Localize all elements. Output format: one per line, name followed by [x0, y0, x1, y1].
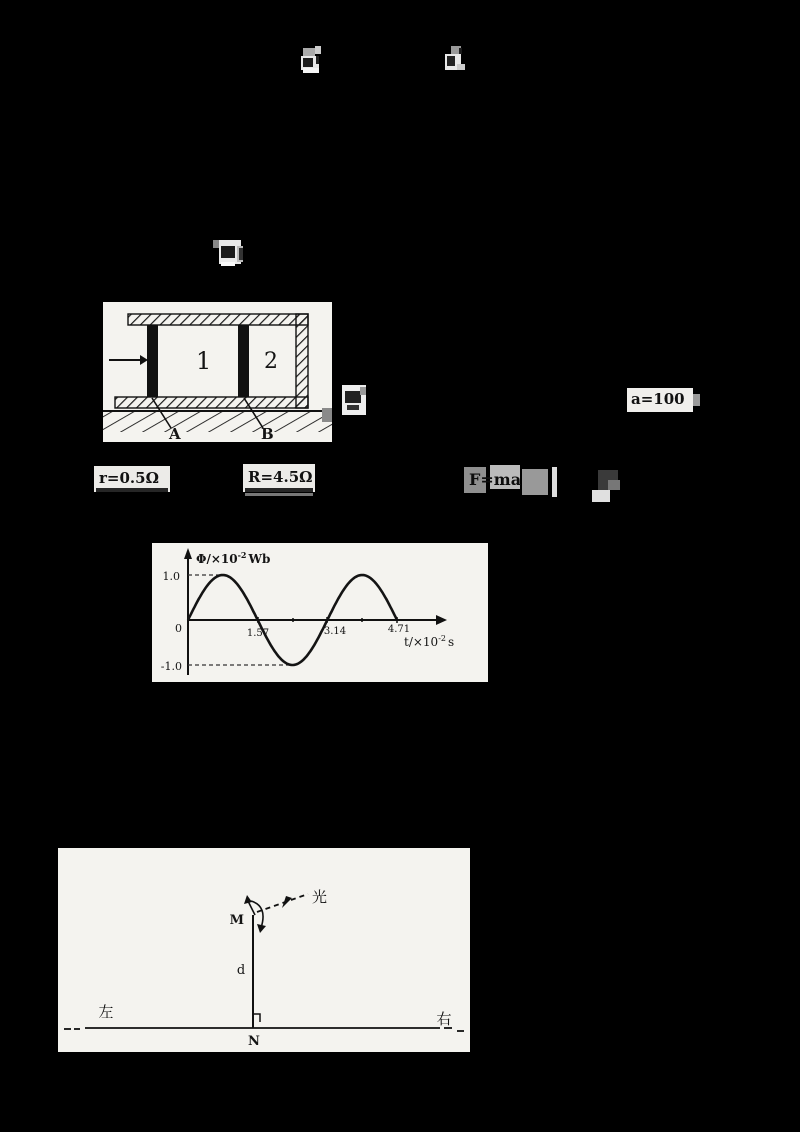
piston-cylinder-figure: [103, 302, 332, 442]
flux-time-chart: [152, 543, 488, 682]
math-fragment-1: [299, 46, 325, 74]
cylinder-top-wall: [128, 314, 308, 325]
x-tick-label-471: 4.71: [387, 624, 411, 635]
left-label: 左: [98, 1003, 114, 1021]
equation-fma-text: F=ma: [469, 470, 522, 489]
rotation-arc-arrowhead-icon: [257, 924, 266, 933]
y-tick-label-pos: 1.0: [162, 570, 180, 583]
force-arrowhead-icon: [140, 355, 148, 365]
origin-label: 0: [175, 622, 182, 635]
y-axis-title: $\Phi/\times 10^{-2}$ Wb: [196, 550, 271, 566]
chamber-1-label: 1: [196, 347, 212, 375]
right-angle-icon: [253, 1014, 260, 1022]
equation-r-text: r=0.5Ω: [99, 469, 159, 487]
math-fragment-2: [443, 44, 467, 74]
point-m-label: M: [229, 913, 244, 928]
piston-b: [238, 325, 249, 397]
piston-cylinder-drawing: [103, 302, 332, 442]
light-label: 光: [312, 888, 328, 906]
equation-R-text: R=4.5Ω: [248, 468, 313, 486]
ground-hatching: [103, 412, 332, 432]
equation-fma-fragment: [464, 463, 560, 501]
x-axis-arrow-icon: [436, 615, 447, 625]
chamber-2-label: 2: [264, 349, 278, 374]
piston-a-label: A: [169, 425, 181, 442]
light-ray-dashed: [257, 894, 308, 912]
math-fragment-5: [590, 466, 624, 502]
scan-noise-gray: [322, 408, 332, 422]
x-tick-label-157: 1.57: [246, 628, 270, 639]
math-fragment-4: [342, 383, 369, 417]
point-n-label: N: [248, 1034, 260, 1049]
equation-r-fragment: [94, 464, 172, 498]
equation-a100-text: a=100: [631, 390, 685, 408]
math-fragment-3: [213, 238, 245, 268]
cylinder-bottom-wall: [115, 397, 308, 408]
flux-time-graph-figure: [152, 543, 488, 682]
mirror-light-figure: [58, 848, 470, 1052]
x-tick-label-314: 3.14: [323, 626, 347, 637]
mirror-normal-arrowhead-icon: [244, 895, 252, 904]
mirror-light-drawing: [58, 848, 470, 1052]
equation-a100-fragment: [627, 386, 701, 414]
piston-b-label: B: [261, 425, 274, 442]
piston-a: [147, 325, 158, 397]
cylinder-right-wall: [296, 314, 308, 408]
x-axis-title: $t/\times 10^{-2}$ s: [404, 634, 455, 649]
mirror-normal-arrow: [248, 901, 255, 915]
equation-R-fragment: [243, 462, 319, 498]
y-axis-arrow-icon: [184, 548, 192, 559]
right-label: 右: [436, 1010, 452, 1028]
distance-d-label: d: [236, 963, 246, 978]
y-tick-label-neg: -1.0: [160, 660, 182, 673]
